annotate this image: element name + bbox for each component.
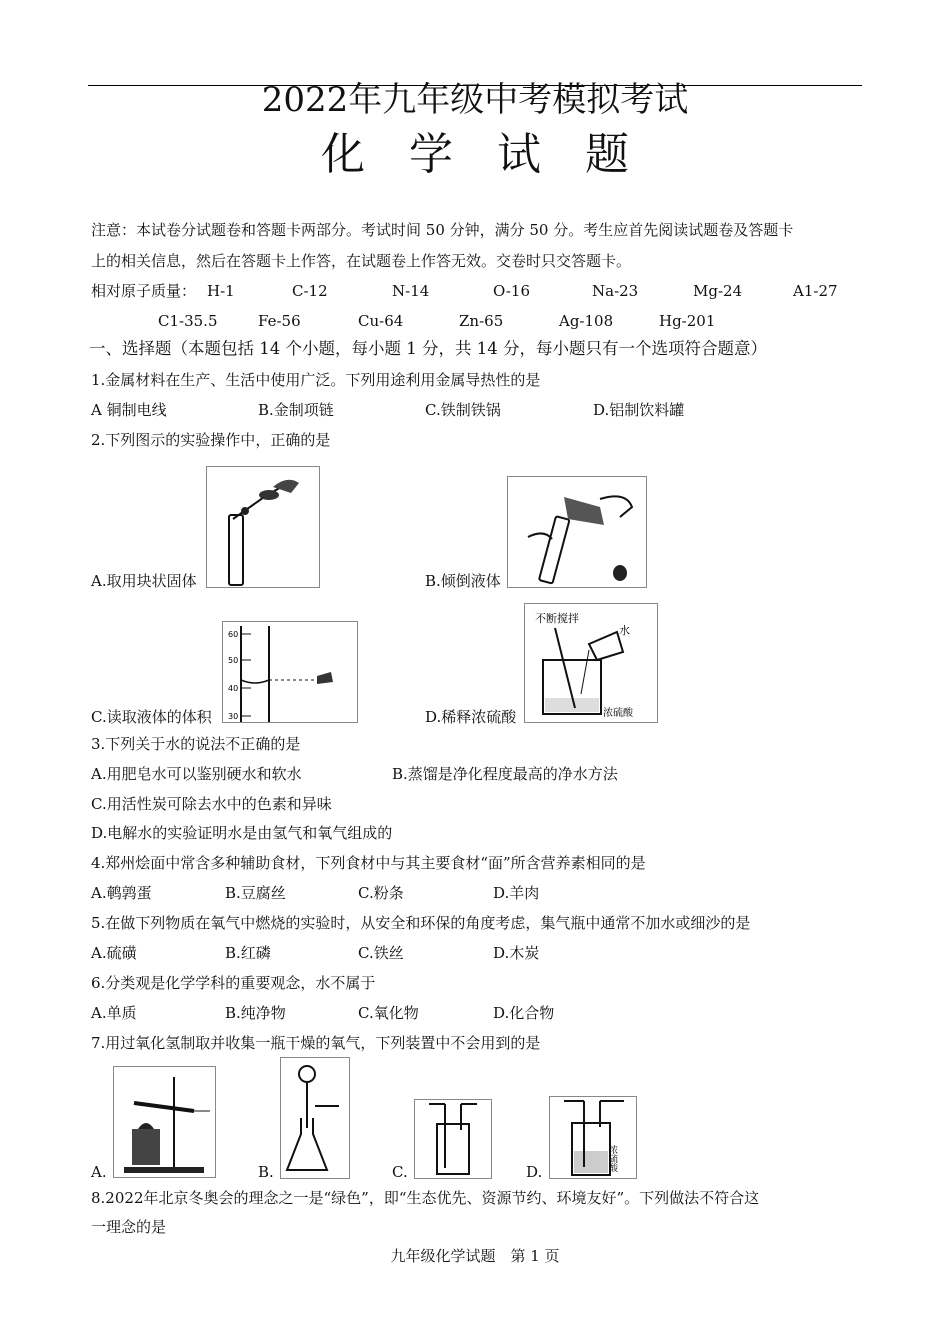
q3-option-d: D.电解水的实验证明水是由氢气和氧气组成的 (91, 824, 393, 842)
tick-60: 60 (228, 630, 239, 639)
q3-option-a: A.用肥皂水可以鉴别硬水和软水 (91, 765, 302, 783)
page-footer: 九年级化学试题 第 1 页 (390, 1247, 560, 1265)
q2-option-a: A.取用块状固体 (91, 572, 197, 590)
mass-c: C-12 (292, 282, 328, 300)
atomic-mass-label: 相对原子质量： (91, 282, 197, 300)
notice-line-1: 注意：本试卷分试题卷和答题卡两部分。考试时间 50 分钟，满分 50 分。考生应首先阅读试题卷及答题卡 (91, 221, 794, 239)
q7-figure-c (414, 1099, 492, 1179)
label-water: 水 (619, 624, 630, 637)
q5-option-d: D.木炭 (493, 944, 540, 962)
q3-option-c: C.用活性炭可除去水中的色素和异味 (91, 795, 332, 813)
q5-stem: 5.在做下列物质在氧气中燃烧的实验时，从安全和环保的角度考虑，集气瓶中通常不加水或细沙的是 (91, 914, 751, 932)
mass-mg: Mg-24 (693, 282, 743, 300)
test-tube-solid-figure (207, 467, 319, 587)
q4-option-d: D.羊肉 (493, 884, 540, 902)
mass-n: N-14 (392, 282, 430, 300)
tick-30: 30 (228, 712, 239, 721)
q1-option-d: D.铝制饮料罐 (593, 401, 685, 419)
mass-na: Na-23 (592, 282, 639, 300)
mass-cu: Cu-64 (358, 312, 404, 330)
q8-stem-line-1: 8.2022年北京冬奥会的理念之一是“绿色”，即“生态优先、资源节约、环境友好”。下列做法不符合这 (91, 1189, 760, 1207)
q4-option-b: B.豆腐丝 (225, 884, 286, 902)
q6-option-b: B.纯净物 (225, 1004, 286, 1022)
mass-h: H-1 (207, 282, 235, 300)
q1-stem: 1.金属材料在生产、生活中使用广泛。下列用途利用金属导热性的是 (91, 371, 541, 389)
tick-50: 50 (228, 656, 239, 665)
q4-option-c: C.粉条 (358, 884, 404, 902)
heating-apparatus-figure (114, 1067, 215, 1177)
q2-option-c: C.读取液体的体积 (91, 708, 212, 726)
q1-option-c: C.铁制铁锅 (425, 401, 501, 419)
q6-stem: 6.分类观是化学学科的重要观念，水不属于 (91, 974, 376, 992)
gas-bottle-figure (415, 1100, 491, 1178)
tick-40: 40 (228, 684, 239, 693)
subject-title: 化学试题 (321, 129, 673, 180)
q7-figure-d (549, 1096, 637, 1179)
exam-title: 2022年九年级中考模拟考试 (261, 80, 689, 120)
q2-figure-c (222, 621, 358, 723)
q3-stem: 3.下列关于水的说法不正确的是 (91, 735, 301, 753)
mass-o: O-16 (493, 282, 531, 300)
q7-option-a: A. (91, 1163, 107, 1181)
q5-option-a: A.硫磺 (91, 944, 137, 962)
label-conc-acid: 浓硫酸 (607, 1145, 617, 1172)
q4-stem: 4.郑州烩面中常含多种辅助食材，下列食材中与其主要食材“面”所含营养素相同的是 (91, 854, 646, 872)
mass-hg: Hg-201 (659, 312, 716, 330)
notice-line-2: 上的相关信息，然后在答题卡上作答，在试题卷上作答无效。交卷时只交答题卡。 (91, 252, 632, 270)
mass-cl: C1-35.5 (158, 312, 218, 330)
graduated-cylinder-figure (223, 622, 357, 722)
q5-option-c: C.铁丝 (358, 944, 404, 962)
diluting-acid-figure (525, 604, 657, 722)
q6-option-a: A.单质 (91, 1004, 137, 1022)
mass-al: A1-27 (793, 282, 838, 300)
label-acid: 浓硫酸 (603, 708, 633, 719)
q4-option-a: A.鹌鹑蛋 (91, 884, 152, 902)
q8-stem-line-2: 一理念的是 (91, 1218, 167, 1236)
section-heading: 一、选择题（本题包括 14 个小题，每小题 1 分，共 14 分，每小题只有一个选项符合题意） (89, 339, 767, 358)
q2-option-d: D.稀释浓硫酸 (425, 708, 517, 726)
q3-option-b: B.蒸馏是净化程度最高的净水方法 (392, 765, 618, 783)
q1-option-b: B.金制项链 (258, 401, 334, 419)
label-stir: 不断搅拌 (535, 612, 579, 625)
q7-option-c: C. (392, 1163, 408, 1181)
q7-stem: 7.用过氧化氢制取并收集一瓶干燥的氧气，下列装置中不会用到的是 (91, 1034, 541, 1052)
drying-bottle-figure (550, 1097, 636, 1178)
mass-zn: Zn-65 (459, 312, 504, 330)
q7-option-d: D. (526, 1163, 543, 1181)
q6-option-c: C.氧化物 (358, 1004, 419, 1022)
separatory-funnel-flask-figure (281, 1058, 349, 1178)
q2-figure-d (524, 603, 658, 723)
q7-option-b: B. (258, 1163, 274, 1181)
q2-figure-a (206, 466, 320, 588)
q2-stem: 2.下列图示的实验操作中，正确的是 (91, 431, 331, 449)
mass-ag: Ag-108 (559, 312, 614, 330)
eye-icon (317, 672, 333, 684)
q7-figure-a (113, 1066, 216, 1178)
q5-option-b: B.红磷 (225, 944, 271, 962)
q1-option-a: A 铜制电线 (91, 401, 167, 419)
q2-figure-b (507, 476, 647, 588)
pouring-liquid-figure (508, 477, 646, 587)
q6-option-d: D.化合物 (493, 1004, 555, 1022)
q7-figure-b (280, 1057, 350, 1179)
mass-fe: Fe-56 (258, 312, 301, 330)
q2-option-b: B.倾倒液体 (425, 572, 501, 590)
